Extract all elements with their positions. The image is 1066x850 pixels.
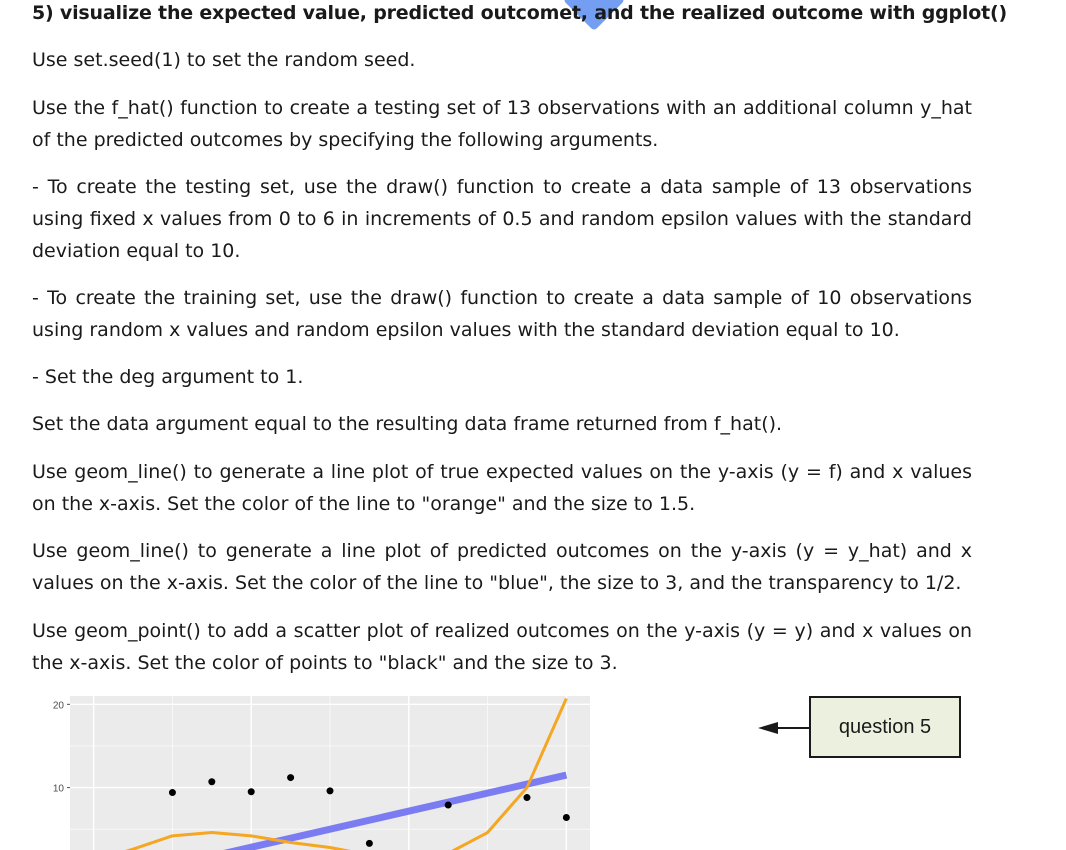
realized-point: [208, 778, 215, 785]
realized-point: [287, 774, 294, 781]
ggplot-chart: [40, 696, 600, 850]
paragraph-geom-line-blue: Use geom_line() to generate a line plot of predicted outcomes on the y-axis (y = y_hat) and x values on the x-axis. Set the color of the line to "blue", the size to 3, and the transparency to 1/2.: [32, 540, 972, 594]
realized-point: [248, 788, 255, 795]
realized-point: [169, 789, 176, 796]
realized-point: [523, 794, 530, 801]
chart-svg: [40, 696, 600, 850]
arrow-left-icon: [756, 718, 812, 738]
realized-point: [445, 802, 452, 809]
callout-label: question 5: [838, 715, 932, 738]
realized-point: [563, 814, 570, 821]
paragraph-deg: - Set the deg argument to 1.: [32, 366, 304, 388]
paragraph-testing-set: - To create the testing set, use the draw() function to create a data sample of 13 observations using fixed x values from 0 to 6 in increments of 0.5 and random epsilon values with the standard deviation equal to 10.: [32, 176, 972, 262]
paragraph-geom-line-orange: Use geom_line() to generate a line plot of true expected values on the y-axis (y = f) and x values on the x-axis. Set the color of the line to "orange" and the size to 1.5.: [32, 461, 972, 515]
y-tick-label: 10: [52, 783, 64, 795]
section-heading: 5) visualize the expected value, predicted outcomet, and the realized outcome with ggplot(): [32, 2, 1007, 24]
paragraph-data-argument: Set the data argument equal to the resulting data frame returned from f_hat().: [32, 413, 783, 435]
realized-point: [327, 787, 334, 794]
paragraph-set-seed: Use set.seed(1) to set the random seed.: [32, 49, 416, 71]
question-callout: [809, 696, 961, 758]
paragraph-geom-point: Use geom_point() to add a scatter plot of realized outcomes on the y-axis (y = y) and x values on the x-axis. Set the color of points to "black" and the size to 3.: [32, 620, 972, 674]
y-tick-label: 20: [52, 700, 64, 712]
realized-point: [366, 840, 373, 847]
paragraph-training-set: - To create the training set, use the draw() function to create a data sample of 10 observations using random x values and random epsilon values with the standard deviation equal to 10.: [32, 287, 972, 341]
y-axis: [53, 700, 70, 794]
paragraph-f-hat: Use the f_hat() function to create a testing set of 13 observations with an additional column y_hat of the predicted outcomes by specifying the following arguments.: [32, 97, 972, 151]
